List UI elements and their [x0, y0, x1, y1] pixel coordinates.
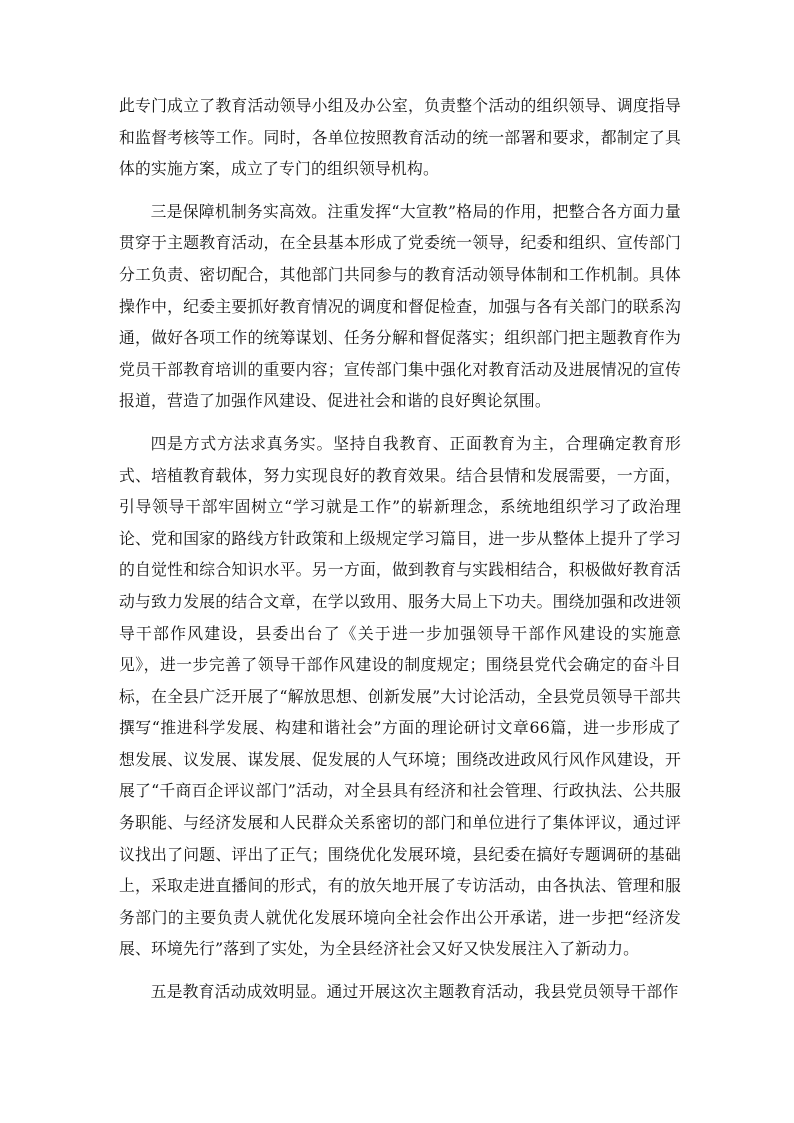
paragraph-point-three: 三是保障机制务实高效。注重发挥“大宣教”格局的作用，把整合各方面力量贯穿于主题教育活动，在全县基本形成了党委统一领导，纪委和组织、宣传部门分工负责、密切配合，其他部门共同参与的教育活动领导体制和工作机制。具体操作中，纪委主要抓好教育情况的调度和督促检查，加强与各有关部门的联系沟通，做好各项工作的统筹谋划、任务分解和督促落实；组织部门把主题教育作为党员干部教育培训的重要内容；宣传部门集中强化对教育活动及进展情况的宣传报道，营造了加强作风建设、促进社会和谐的良好舆论氛围。: [119, 201, 681, 411]
paragraph-point-five: 五是教育活动成效明显。通过开展这次主题教育活动，我县党员领导干部作: [150, 982, 679, 1002]
paragraph-continued-intro: 此专门成立了教育活动领导小组及办公室，负责整个活动的组织领导、调度指导和监督考核等工作。同时，各单位按照教育活动的统一部署和要求，都制定了具体的实施方案，成立了专门的组织领导机构。: [119, 96, 681, 179]
document-body: [119, 90, 681, 1019]
paragraph-point-four: 四是方式方法求真务实。坚持自我教育、正面教育为主，合理确定教育形式、培植教育载体，努力实现良好的教育效果。结合县情和发展需要，一方面，引导领导干部牢固树立“学习就是工作”的崭新理念，系统地组织学习了政治理论、党和国家的路线方针政策和上级规定学习篇目，进一步从整体上提升了学习的自觉性和综合知识水平。另一方面，做到教育与实践相结合，积极做好教育活动与致力发展的结合文章，在学以致用、服务大局上下功夫。围绕加强和改进领导干部作风建设，县委出台了《关于进一步加强领导干部作风建设的实施意见》，进一步完善了领导干部作风建设的制度规定；围绕县党代会确定的奋斗目标，在全县广泛开展了“解放思想、创新发展”大讨论活动，全县党员领导干部共撰写“推进科学发展、构建和谐社会”方面的理论研讨文章66篇，进一步形成了想发展、议发展、谋发展、促发展的人气环境；围绕改进政风行风作风建设，开展了“千商百企评议部门”活动，对全县具有经济和社会管理、行政执法、公共服务职能、与经济发展和人民群众关系密切的部门和单位进行了集体评议，通过评议找出了问题、评出了正气；围绕优化发展环境，县纪委在搞好专题调研的基础上，采取走进直播间的形式，有的放矢地开展了专访活动，由各执法、管理和服务部门的主要负责人就优化发展环境向全社会作出公开承诺，进一步把“经济发展、环境先行”落到了实处，为全县经济社会又好又快发展注入了新动力。: [119, 433, 681, 959]
